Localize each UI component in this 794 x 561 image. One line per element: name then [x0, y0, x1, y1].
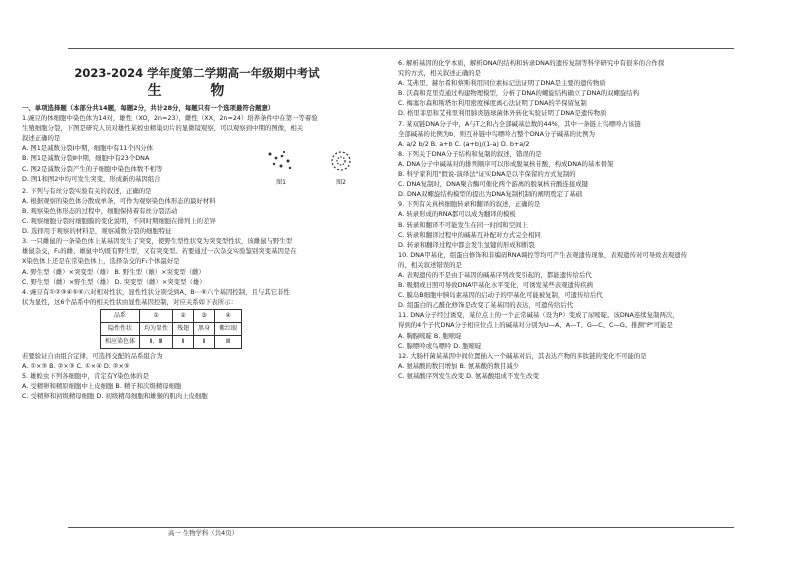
question-line: B. 沃森和克里克通过构建物理模型，分析了DNA的螺旋结构确立了DNA的双螺旋结构 [398, 89, 640, 98]
question-line: 9. 下列有关真核细胞转录和翻译的叙述，正确的是 [398, 200, 541, 209]
question-line: B. 转录和翻译不可能发生在同一时间和空间上 [398, 220, 528, 229]
question-line: 的，相关叙述错误的是 [398, 260, 462, 269]
question-line: D. 选择用于观察的材料是，观察减数分裂的细胞特征 [22, 227, 172, 236]
question-line: C. 膜岛B细胞中胰岛素基因的启动子的甲基化可能被复制，可遗传给后代 [398, 291, 603, 300]
question-line: C. 野生型（雌）×野生型（雄） D. 突变型（雌）×突变型（雄） [22, 277, 206, 286]
table-row [101, 335, 242, 348]
question-line: 8. 下列关于DNA分子结构和复制的叙述，错误的是 [398, 149, 542, 158]
question-line: B. 观察染色体形态的过程中，细胞保持着有丝分裂活动 [22, 206, 178, 215]
table-cell: ④ [215, 309, 242, 322]
question-line: D. 组蛋白的乙酰化修饰是改变了某基因的表达，可遗传给后代 [398, 301, 574, 310]
fig2-micrograph [322, 148, 360, 188]
table-cell: 隐性性状 [101, 322, 140, 335]
question-line: 雄鼠杂交，F₁的雌、雄鼠中均既有野生型，又有突变型。若要通过一次杂交实验鉴别突变基因是在 [22, 247, 297, 256]
table-row [101, 309, 242, 322]
table-cell: 品系 [101, 309, 140, 322]
question-line: A. 氨基酸的数目增加 B. 氨基酸的数目减少 [398, 361, 520, 370]
question-line: 5. 雄蝗虫下列各细胞中，肯定有Y染色体的是 [22, 372, 150, 381]
question-line: C. 转录和翻译过程中的碱基互补配对方式完全相同 [398, 230, 541, 239]
page-footer: 高一 生物学科（共4页） [168, 529, 239, 537]
question-line: 7. 某双链DNA分子中，A与T之和占全部碱基总数的44%，其中一条链上鸟嘌呤占该链 [398, 119, 641, 128]
question-line: A. 图1是减数分裂Ⅰ中期，细胞中有11个四分体 [22, 144, 154, 153]
question-line: 10. DNA甲基化，组蛋白修饰和非编码RNA调控等均可产生表观遗传现象，表观遗传对可导致表观遗传 [398, 250, 688, 259]
right-question-lines [398, 58, 770, 381]
table-cell: ③ [194, 309, 215, 322]
table-row [101, 322, 242, 335]
question-line: D. DNA双螺旋结构模型的提出为DNA复制机制的阐明奠定了基础 [398, 190, 583, 199]
question-line: 一、单项选择题（本部分共14题，每题2分，共计28分，每题只有一个选项最符合题意） [22, 104, 275, 112]
question-line: 得到的4个子代DNA分子相应位点上的碱基对分别为U—A、A—T、G—C、C—G。推测"P"可能是 [398, 321, 673, 330]
question-line: A. ①×③ B. ②×③ C. ①×④ D. ②×⑤ [22, 361, 130, 370]
strain-trait-table [100, 309, 242, 349]
table-cell: ① [140, 309, 173, 322]
question-line: 11. DNA分子经过诱变，某位点上的一个正常碱基（设为P）变成了尿嘧啶。该DNA连续复制两次， [398, 311, 679, 320]
question-line: 4. 豌豆有①②③④⑤⑥六对相对性状，显性性状分别受到A、B⋯⑥六个基因控制，且与其它非性 [22, 287, 290, 296]
question-line: B. 图1是减数分裂Ⅱ中期，细胞中有23个DNA [22, 154, 150, 163]
exam-title: 2023-2024 学年度第二学期高一年级期中考试 [74, 66, 320, 80]
left-column [22, 58, 372, 401]
right-column [398, 58, 770, 381]
table-cell: Ⅱ [173, 335, 194, 348]
table-cell: 残翅 [173, 322, 194, 335]
question-line: C. DNA复制时，DNA聚合酶可催化两个游离的脱氧核苷酸连接成键 [398, 180, 589, 189]
question-line: 12. 大肠杆菌某基因中间位置插入一个碱基对后，其表达产物的多肽链的变化不可能的是 [398, 351, 647, 360]
question-line: 生殖细胞分裂，下图是研究人员对雄性某蝗虫精巢切片的显微镜观察，可以观察到中期的图像，相关 [22, 124, 304, 133]
table-cell: 均为显性 [140, 322, 173, 335]
question-line: 2. 下列与有丝分裂实验有关的叙述，正确的是 [22, 186, 152, 195]
table-cell: 紫红眼 [215, 322, 242, 335]
left-question-lines [22, 103, 372, 401]
question-line: A. DNA分子中碱基对的排列顺序可以形成脱氧核苷酸，构成DNA的基本骨架 [398, 159, 614, 168]
exam-subject: 生 物 [147, 83, 247, 99]
question-line: C. 观察细胞分裂时细胞膜的变化说明，不同时期细胞在排列上的差异 [22, 217, 216, 226]
question-line: A. 根据观察的染色体分散成单条，可作为观察染色体形态的最好材料 [22, 196, 216, 205]
question-line: A. 胸腺嘧啶 B. 胞嘧啶 [398, 331, 462, 340]
question-line: D. 图1和图2中均可发生突变，形成新的基因组合 [22, 174, 161, 183]
question-line: C. 图2是减数分裂产生的子细胞中染色体数不相等 [22, 164, 163, 173]
question-line: D. 格里菲思和艾弗里利用肺炎链球菌体外转化实验证明了DNA是遗传物质 [398, 109, 607, 118]
question-line: 3. 一只雌鼠的一条染色体上某基因发生了突变，使野生型性状变为突变型性状，该雌鼠与野生型 [22, 237, 293, 246]
question-line: A. a/2 b/2 B. a+b C. (a+b)/(1-a) D. b+a/2 [398, 139, 530, 148]
fig2-caption: 图2 [336, 178, 346, 186]
table-cell: 黑身 [194, 322, 215, 335]
fig1-caption: 图1 [276, 178, 286, 186]
question-line: C. 梅塞尔森和斯塔尔利用密度梯度离心法证明了DNA的半保留复制 [398, 99, 587, 108]
table-cell: Ⅱ [194, 335, 215, 348]
question-line: A. 艾弗里、赫尔希和蔡斯利用同位素标记法证明了DNA是主要的遗传物质 [398, 79, 606, 88]
question-line: 全部碱基的比例为b，则互补链中鸟嘌呤占整个DNA分子碱基的比例为 [398, 129, 596, 138]
question-line: 状为显性，这6个品系中的相关性状由显性基因控制，对应关系如下表所示： [22, 297, 237, 306]
question-line: A. 转录形成的RNA都可以成为翻译的模板 [398, 210, 516, 219]
question-line: A. 野生型（雌）×突变型（雄） B. 野生型（雄）×突变型（雌） [22, 267, 205, 276]
question-line: 叙述正确的是 [22, 134, 61, 143]
question-line: 6. 解析基因的化学本质，解析DNA的结构和转录DNA的遗传复制等科学研究中有很多的合作探 [398, 59, 665, 67]
table-cell: 相应染色体 [101, 335, 140, 348]
question-line: 1.豌豆的体细胞中染色体为14对，雄性（XO，2n=23），雌性（XX，2n=24）培养条件中在第一等着验 [22, 114, 318, 123]
table-cell: Ⅲ [215, 335, 242, 348]
question-line: D. 转录和翻译过程中都会发生氢键的形成和断裂 [398, 240, 535, 249]
question-line: C. 腺嘌呤或鸟嘌呤 D. 胞嘧啶 [398, 341, 482, 350]
question-line: 若要验证自由组合定律，可选择交配的品系组合为 [22, 351, 163, 360]
question-line: C. 氨基酸序列发生改变 D. 氨基酸组成不发生改变 [398, 371, 539, 380]
question-line: A. 表观遗传的不是由于基因的碱基序列改变引起的，都能遗传给后代 [398, 270, 592, 279]
table-cell: Ⅱ、Ⅲ [140, 335, 173, 348]
table-cell: ② [173, 309, 194, 322]
question-line: A. 受精卵和精原细胞中上皮细胞 B. 精子和次级精母细胞 [22, 382, 182, 391]
question-line: B. 科学家利用"假说-演绎法"证实DNA是以半保留的方式复制的 [398, 170, 576, 179]
question-line: C. 受精卵和初级精母细胞 D. 初级精母细胞和雄猴的肌肉上皮细胞 [22, 392, 208, 401]
question-line: 究的方式，相关叙述正确的是 [398, 69, 482, 78]
question-line: X染色体上还是在常染色体上，选择杂交的F₁个体最好是 [22, 257, 180, 266]
top-border-line [68, 48, 734, 49]
fig1-micrograph [262, 148, 300, 188]
question-line: B. 吸烟或日照可导致DNA甲基化水平变化，可诱发某些表观遗传疾病 [398, 281, 594, 290]
